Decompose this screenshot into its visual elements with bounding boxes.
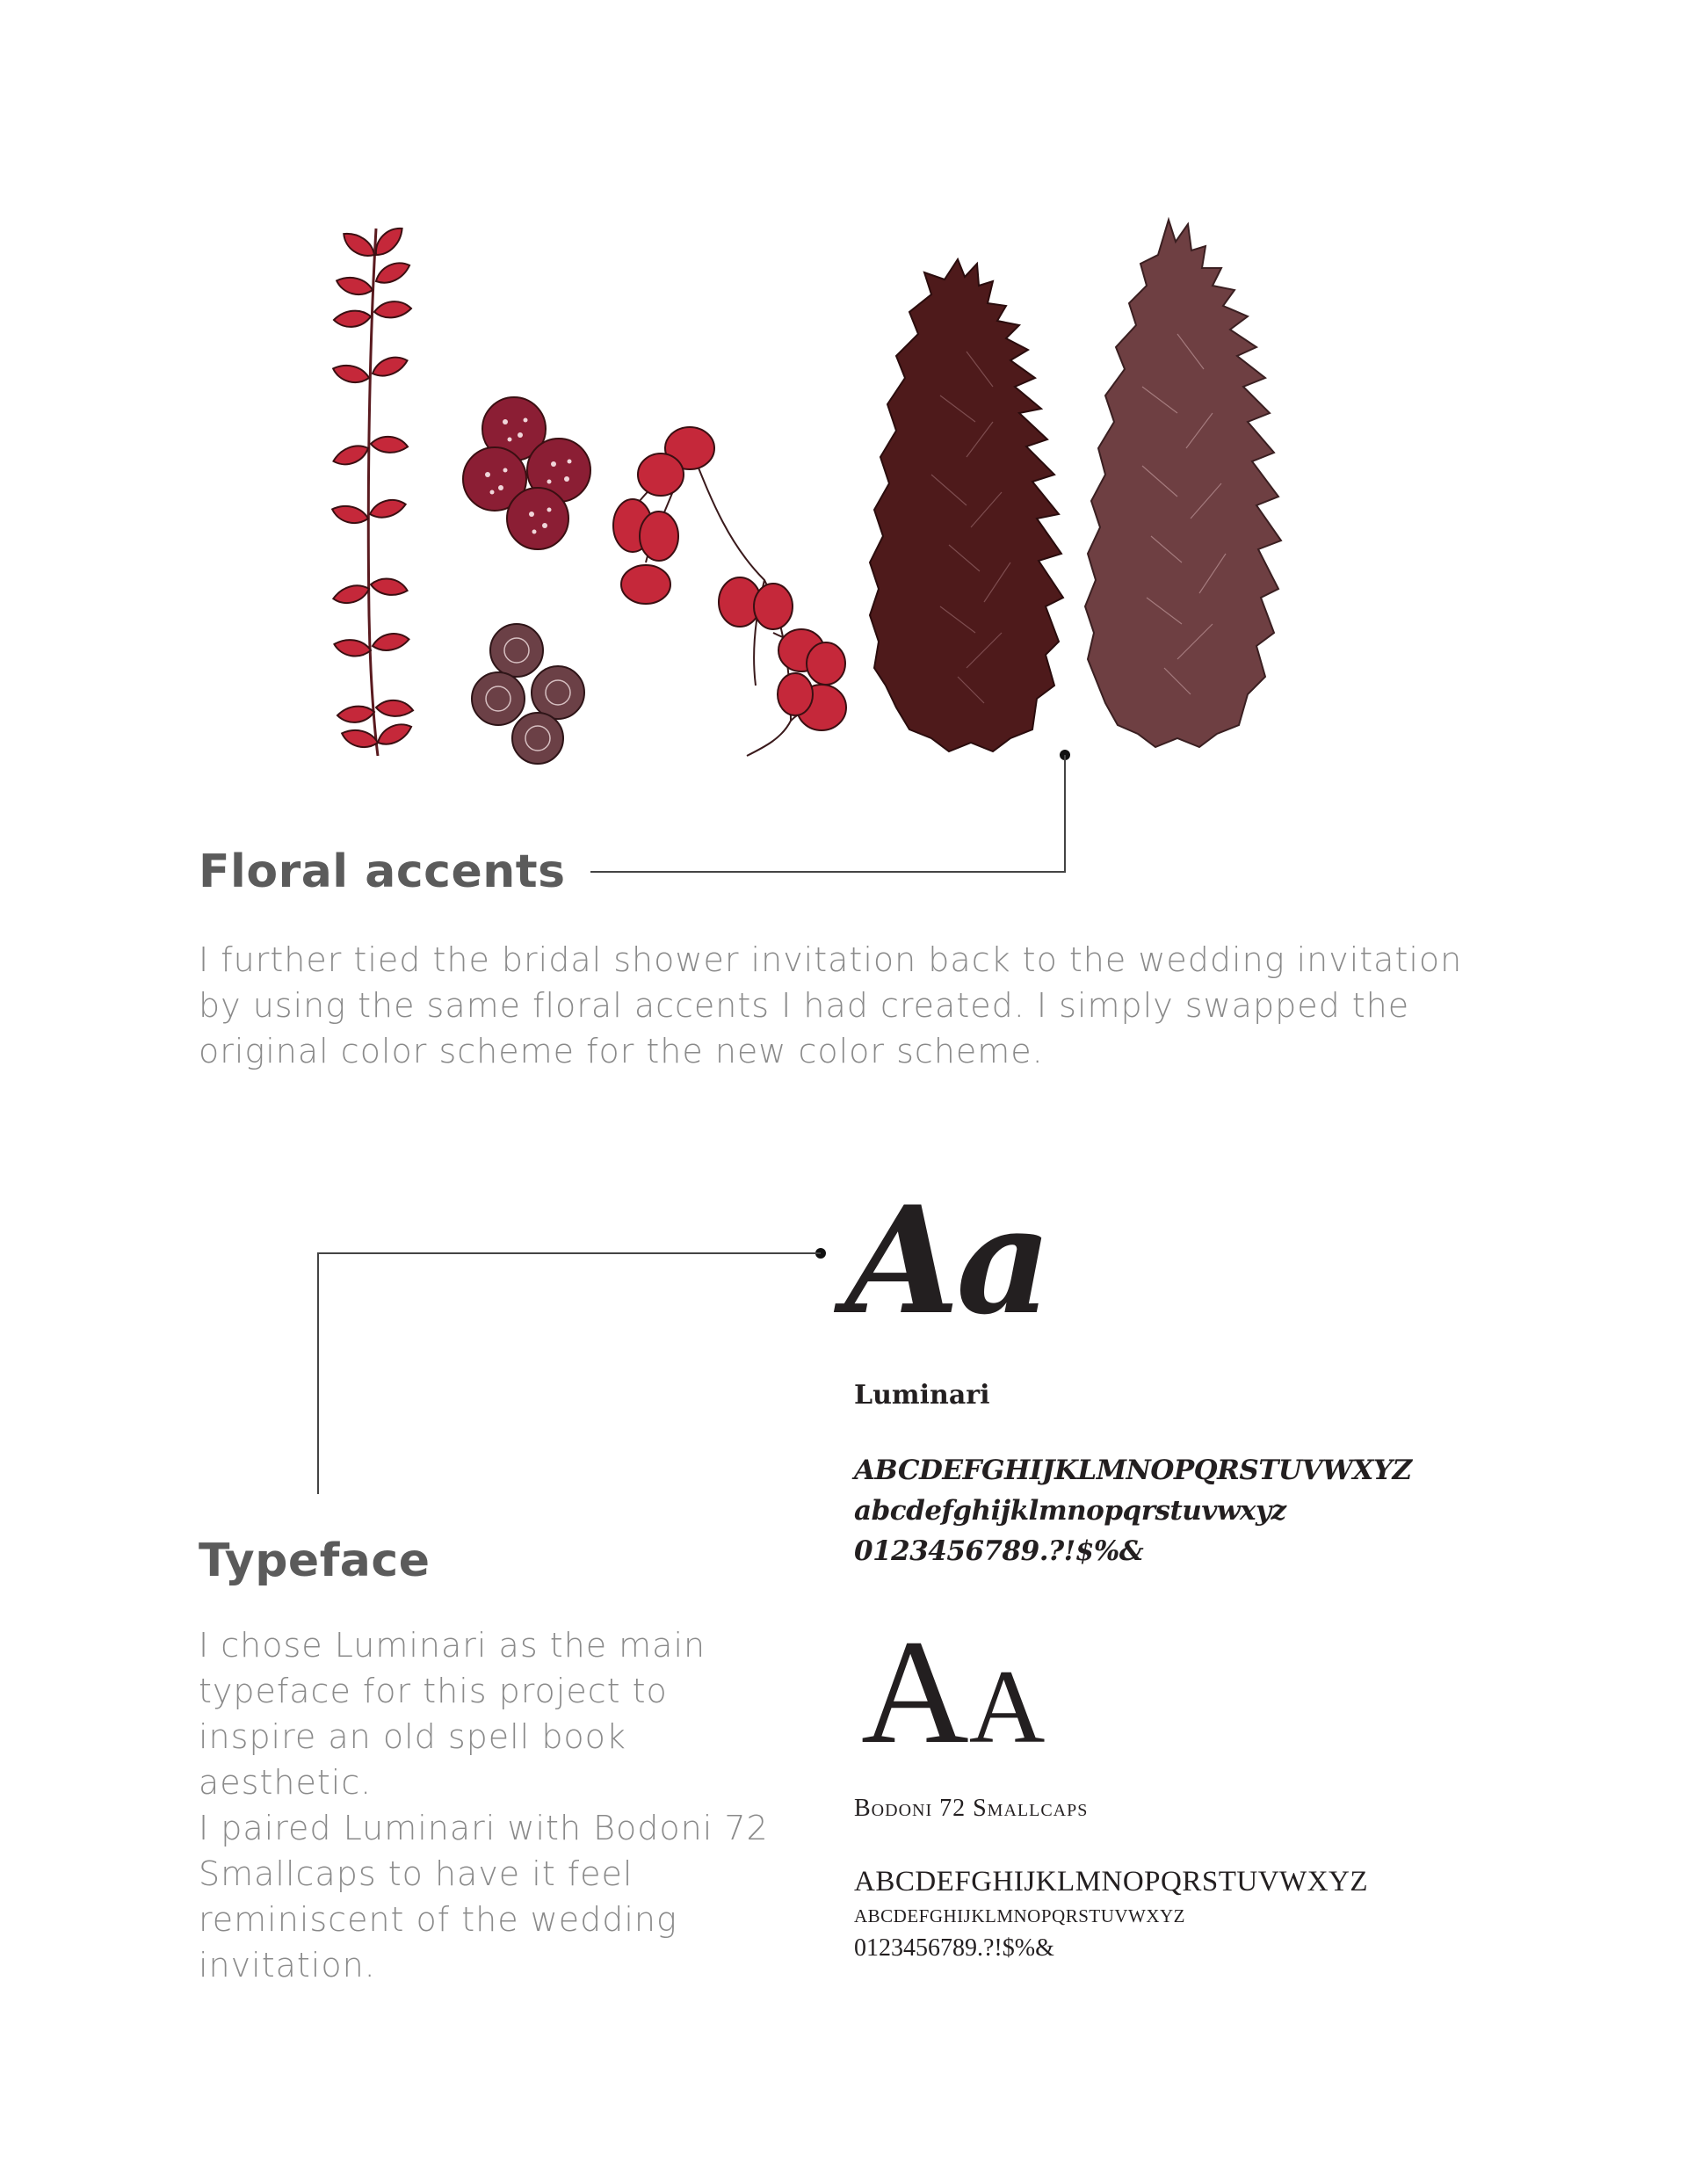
bodoni-uppercase: ABCDEFGHIJKLMNOPQRSTUVWXYZ xyxy=(854,1866,1369,1897)
luminari-sample-glyphs: Aa xyxy=(845,1173,1049,1347)
brown-plume-illustration xyxy=(1085,220,1281,747)
floral-accents-heading: Floral accents xyxy=(199,845,566,898)
floral-connector-line xyxy=(590,750,1070,872)
bodoni-sample-glyphs xyxy=(861,1609,1046,1774)
bodoni-smallcaps: ABCDEFGHIJKLMNOPQRSTUVWXYZ xyxy=(854,1905,1186,1926)
typeface-paragraph-2: I paired Luminari with Bodoni 72 Smallcaps to have it feel reminiscent of the wedding invitation. xyxy=(199,1809,769,1984)
bodoni-numerals: 0123456789.?!$%& xyxy=(854,1934,1054,1962)
typeface-heading: Typeface xyxy=(199,1535,431,1587)
dark-brown-plume-illustration xyxy=(870,259,1063,751)
luminari-glyph-set xyxy=(854,1450,1412,1571)
luminari-font-name: Luminari xyxy=(854,1380,990,1411)
bodoni-sample-cap: A xyxy=(861,1609,969,1774)
typeface-connector-line xyxy=(318,1248,826,1494)
red-leaf-sprig-illustration xyxy=(329,223,414,756)
typeface-paragraph-1: I chose Luminari as the main typeface for this project to inspire an old spell book aesthetic. xyxy=(199,1626,706,1802)
luminari-lowercase: abcdefghijklmnopqrstuvwxyz xyxy=(854,1495,1286,1527)
bodoni-sample-smallcap: A xyxy=(968,1648,1046,1765)
mauve-flower-cluster-illustration xyxy=(472,624,584,764)
bodoni-font-name: Bodoni 72 Smallcaps xyxy=(854,1795,1089,1822)
typeface-paragraph xyxy=(199,1622,787,1988)
floral-paragraph-text: I further tied the bridal shower invitation back to the wedding invitation by using the same floral accents I had created. I simply swapped the original color scheme for the new color scheme. xyxy=(199,940,1463,1070)
luminari-numerals: 0123456789.?!$%& xyxy=(854,1535,1144,1567)
crimson-flower-cluster-illustration xyxy=(463,397,590,549)
bodoni-glyph-set xyxy=(854,1868,1368,1961)
eucalyptus-branch-illustration xyxy=(613,427,846,756)
floral-accents-paragraph xyxy=(199,937,1499,1074)
luminari-uppercase: ABCDEFGHIJKLMNOPQRSTUVWXYZ xyxy=(854,1455,1412,1486)
